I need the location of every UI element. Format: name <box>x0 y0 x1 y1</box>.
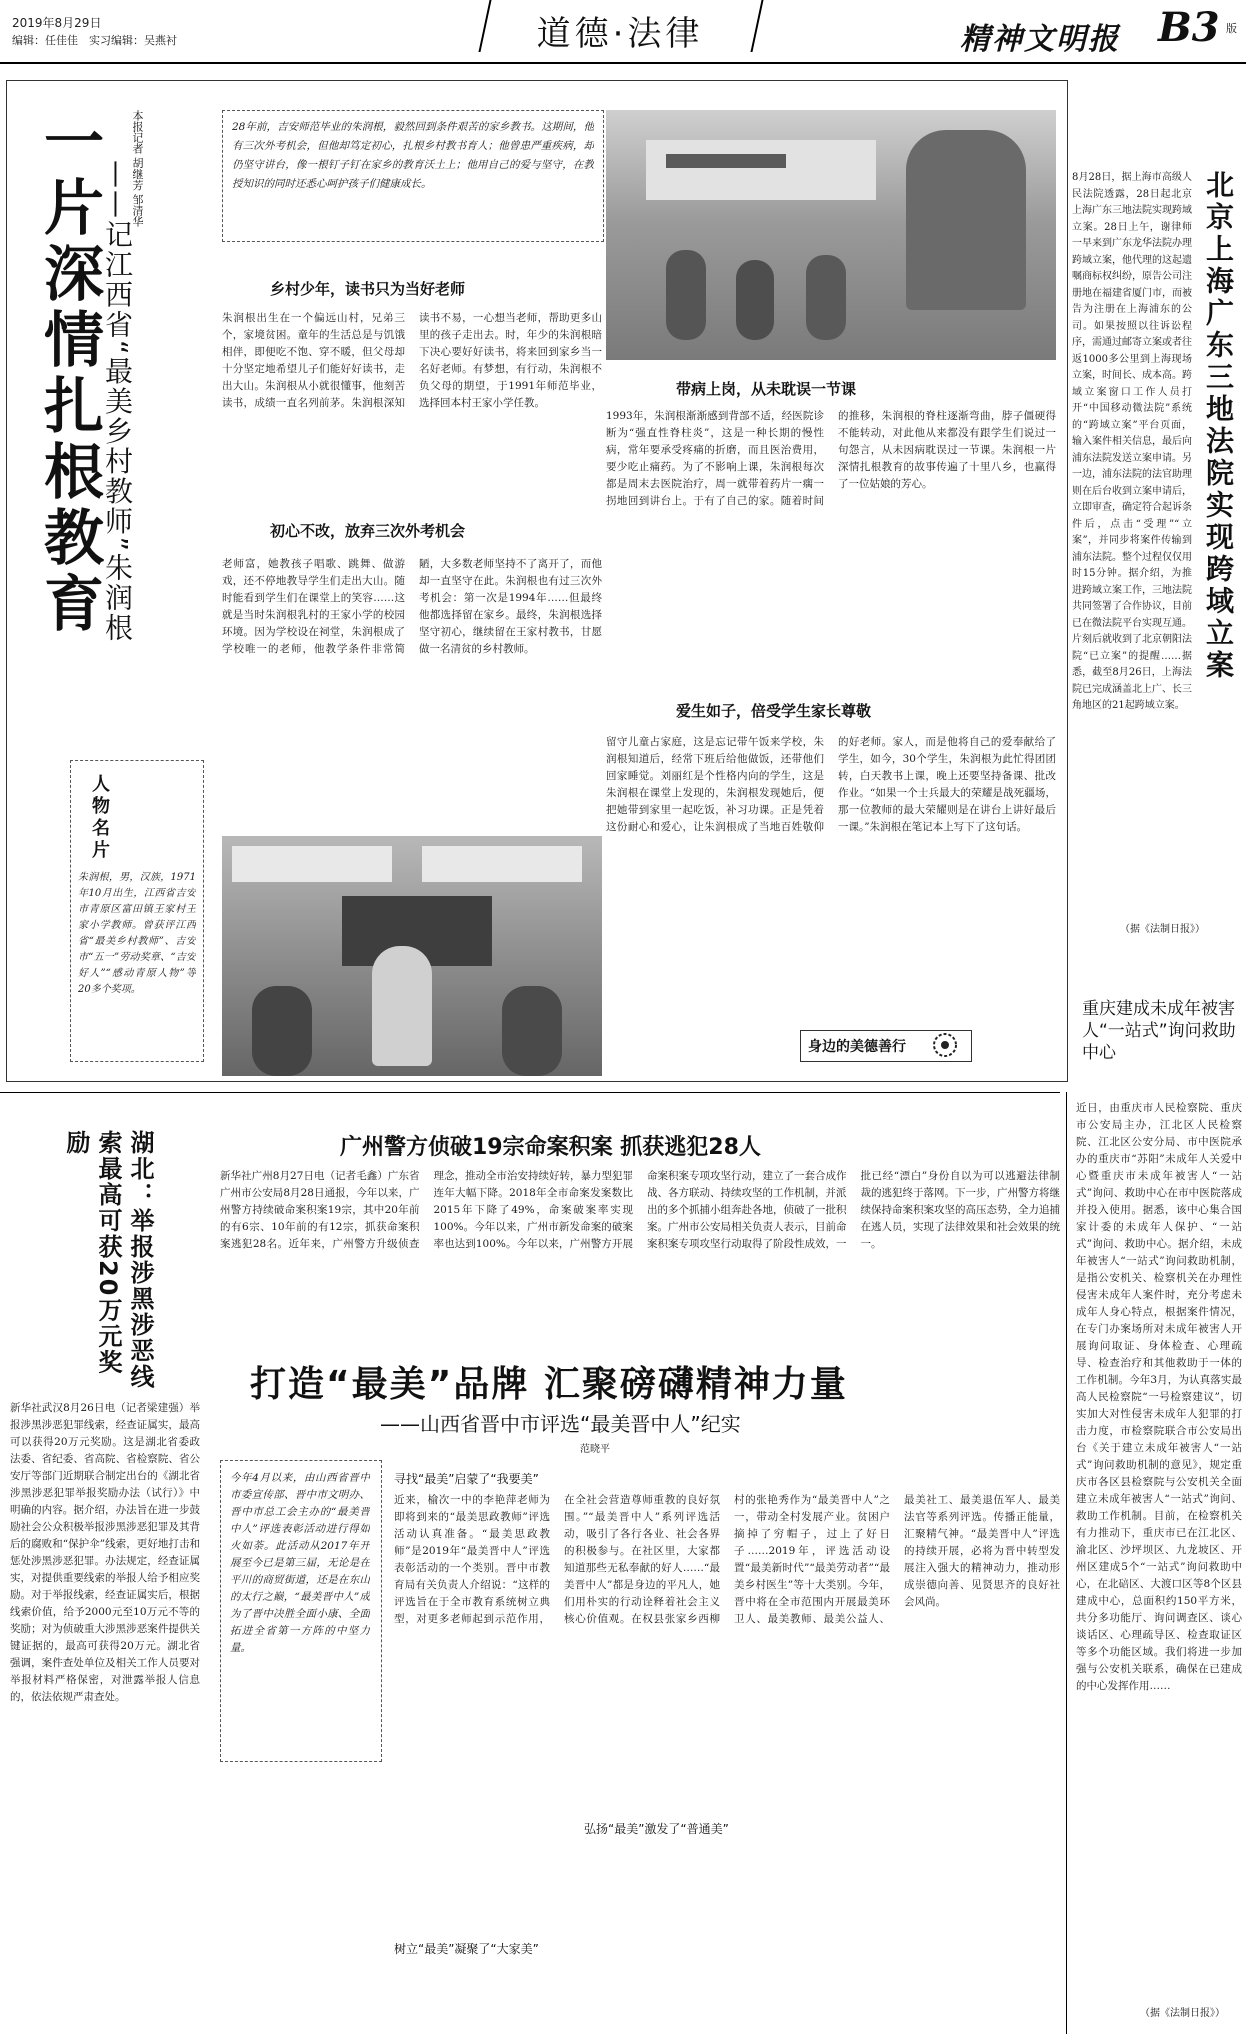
profile-label: 人物名片 <box>89 774 110 862</box>
court-text: 8月28日，据上海市高级人民法院透露，28日起北京上海广东三地法院实现跨域立案。28日上午，谢律师一早来到广东龙华法院办理跨域立案，他代理的这起遗嘱商标权纠纷，原告公司注册地在福建省厦门市，而被告为注册在上海浦东的公司。如果按照以往诉讼程序，需通过邮寄立案或者往返1000多公里到上海现场立案，时间长、成本高。跨域立案窗口工作人员打开“中国移动微法院”系统的“跨域立案”平台页面，输入案件相关信息，最后向浦东法院发送立案申请。另一边，浦东法院的法官助理则在后台收到立案申请后，立即审查，确定符合起诉条件后，点击“受理”“立案”，并同步将案件传输到浦东法院。整个过程仅仅用时15分钟。据介绍，为推进跨域立案工作，三地法院共同签署了合作协议，目前已在微法院平台实现互通。片刻后就收到了北京朝阳法院“已立案”的提醒……据悉，截至8月26日，上海法院已完成涵盖北上广、长三角地区的21起跨域立案。 <box>1072 172 1192 711</box>
shanxi-headline: 打造“最美”品牌 汇聚磅礴精神力量 <box>250 1364 848 1405</box>
paper-name: 精神文明报 <box>960 22 1120 57</box>
shanxi-subheadline: ——山西省晋中市评选“最美晋中人”纪实 <box>380 1412 741 1436</box>
mid-rule <box>0 1092 1060 1093</box>
lead-photo-classroom <box>222 836 602 1076</box>
minor-headline: 重庆建成未成年被害人“一站式”询问救助中心 <box>1082 999 1236 1063</box>
lead-section-text-2: 老师富，她教孩子唱歌、跳舞、做游戏，还不停地教导学生们走出大山。随时能看到学生们在课堂上的笑容……这就是当时朱润根乳村的王家小学的校园环境。因为学校设在祠堂，朱润根成了学校唯一的老师，他教学条件非常简陋，大多数老师坚持不了离开了，而他却一直坚守在此。朱润根也有过三次外考机会：第一次是1994年……但最终他都选择留在家乡。最终，朱润根选择坚守初心，继续留在王家村教书，甘愿做一名清贫的乡村教师。 <box>222 558 602 655</box>
lead-section-title-3: 带病上岗，从未耽误一节课 <box>676 380 857 398</box>
profile-text: 朱润根，男，汉族，1971年10月出生，江西省吉安市青原区富田镇王家村王家小学教师。曾获评江西省“最美乡村教师”、吉安市“五一”劳动奖章、“吉安好人”“感动青原人物”等20多个奖项。 <box>78 872 196 995</box>
court-source: （据《法制日报》） <box>1120 924 1205 935</box>
lead-subheadline: ——记江西省“最美乡村教师”朱润根 <box>101 160 134 644</box>
lead-section-text-4: 留守儿童占家庭，这是忘记带午饭来学校，朱润根知道后，经常下班后给他做饭，还带他们回家睡觉。刘丽红是个性格内向的学生，这是朱润根在课堂上发现的，朱润根发现她后，便把她带到家里一起吃饭，补习功课。正是凭着这份耐心和爱心，让朱润根成了当地百姓敬仰的好老师。家人，而是他将自己的爱奉献给了学生，如今，30个学生，朱润根为此忙得团团转，白天教书上课，晚上还要坚持备课、批改作业。“如果一个士兵最大的荣耀是战死疆场，那一位教师的最大荣耀则是在讲台上讲好最后一课。”朱润根在笔记本上写下了这句话。 <box>606 736 1056 833</box>
shanxi-intro: 今年4月以来，由山西省晋中市委宣传部、晋中市文明办、晋中市总工会主办的“最美晋中人”评选表彰活动进行得如火如荼。此活动从2017年开展至今已是第三届，无论是在平川的商贸街道，还是在东山的太行之巅，“最美晋中人”成为了晋中决胜全面小康、全面拓进全省第一方阵的中坚力量。 <box>230 1472 370 1654</box>
shanxi-text: 近来，榆次一中的李艳萍老师为即将到来的“最美思政教师”评选活动认真准备。“最美思政教师”是2019年“最美晋中人”评选表彰活动的一个类别。晋中市教育局有关负责人介绍说：“这样的评选旨在于全市教育系统树立典型，对更多老师起到示范作用，在全社会营造尊师重教的良好氛围。”“最美晋中人”系列评选活动，吸引了各行各业、社会各界的积极参与。在社区里，大家都知道那些无私奉献的好人……“最美晋中人”都是身边的平凡人，她们用朴实的行动诠释着社会主义核心价值观。在权县张家乡西柳村的张艳秀作为“最美晋中人”之一，带动全村发展产业。贫困户摘掉了穷帽子，过上了好日子……2019年，评选活动设置“最美新时代”“最美劳动者”“最美乡村医生”等十大类别。今年，晋中将在全市范围内开展最美环卫人、最美教师、最美公益人、最美社工、最美退伍军人、最美法官等系列评选。传播正能量，汇聚精气神。“最美晋中人”评选的持续开展，必将为晋中转型发展注入强大的精神动力，推动形成崇德向善、见贤思齐的良好社会风尚。 <box>394 1494 1060 1625</box>
lead-section-title-4: 爱生如子，倍受学生家长尊敬 <box>676 702 872 720</box>
lead-section-title-2: 初心不改，放弃三次外考机会 <box>270 522 466 540</box>
shanxi-subsection-3: 弘扬“最美”激发了“普通美” <box>584 1822 729 1836</box>
masthead-rule <box>0 62 1246 64</box>
page-suffix: 版 <box>1226 22 1237 35</box>
ornament-icon <box>930 1030 960 1060</box>
shanxi-byline: 范晓平 <box>580 1444 610 1455</box>
lead-section-text-3: 1993年，朱润根渐渐感到背部不适，经医院诊断为“强直性脊柱炎”，这是一种长期的慢性病，常年要承受疼痛的折磨，而且医治费用，要少吃止痛药。为了不影响上课，朱润根每次都是周末去医院治疗，周一就带着药片一瘸一拐地回到讲台上。于有了自己的家。随着时间的推移，朱润根的脊柱逐渐弯曲，脖子僵硬得不能转动，对此他从来都没有跟学生们说过一句怨言，从未因病耽误过一节课。朱润根一片深情扎根教育的故事传遍了十里八乡，也赢得了一位姑娘的芳心。 <box>606 410 1056 507</box>
hubei-text: 新华社武汉8月26日电（记者梁建强）举报涉黑涉恶犯罪线索，经查证属实，最高可以获得20万元奖励。这是湖北省委政法委、省纪委、省高院、省检察院、省公安厅等部门近期联合制定出台的《湖北省涉黑涉恶犯罪举报奖励办法（试行）》中明确的内容。据介绍，办法旨在进一步鼓励社会公众积极举报涉黑涉恶犯罪及其背后的腐败和“保护伞”线索，更好地打击和惩处涉黑涉恶犯罪。办法规定，经查证属实，对提供重要线索的举报人给予相应奖励。对于举报线索，经查证属实后，根据线索价值，给予2000元至10万元不等的奖励；对为侦破重大涉黑涉恶案件提供关键证据的，最高可获得20万元。湖北省强调，案件查处单位及相关工作人员要对举报材料严格保密，对泄露举报人信息的，依法依规严肃查处。 <box>10 1402 200 1703</box>
masthead-editors: 编辑：任佳佳 实习编辑：吴燕衬 <box>12 34 177 47</box>
shanxi-subsection-1: 寻找“最美”启蒙了“我要美” <box>394 1472 539 1486</box>
court-headline: 北京上海广东三地法院实现跨域立案 <box>1202 170 1235 682</box>
masthead-date: 2019年8月29日 <box>12 16 102 30</box>
guangzhou-text: 新华社广州8月27日电（记者毛鑫）广东省广州市公安局8月28日通报，今年以来，广州警方持续破命案积案19宗，其中20年前的有6宗、10年前的有12宗，抓获命案积案逃犯28名。近年来，广州警方升级侦查理念，推动全市治安持续好转，暴力型犯罪连年大幅下降。2018年全市命案发案数比2015年下降了49%，命案破案率实现100%。今年以来，广州市新发命案的破案率也达到100%。今年以来，广州警方开展命案积案专项攻坚行动，建立了一套合成作战、各方联动、持续攻坚的工作机制，并派出的多个抓捕小组奔赴各地，侦破了一批积案。广州市公安局相关负责人表示，目前命案积案专项攻坚行动取得了阶段性成效，一批已经“漂白”身份自以为可以逃避法律制裁的逃犯终于落网。下一步，广州警方将继续保持命案积案攻坚的高压态势，全力追捕在逃人员，实现了法律效果和社会效果的统一。 <box>220 1170 1060 1250</box>
lead-section-text-1: 朱润根出生在一个偏远山村，兄弟三个，家境贫困。童年的生活总是与饥饿相伴，即便吃不饱、穿不暖，但父母却十分坚定地希望儿子们能好好读书，走出大山。朱润根从小就很懂事，他刻苦读书，成绩一直名列前茅。朱润根深知读书不易，一心想当老师，帮助更多山里的孩子走出去。时，年少的朱润根暗下决心要好好读书，将来回到家乡当一名好老师。有梦想，有行动，朱润根不负父母的期望，于1991年师范毕业，选择回本村王家小学任教。 <box>222 312 602 409</box>
section-title: 道德·法律 <box>536 14 704 54</box>
shanxi-subsection-2: 树立“最美”凝聚了“大家美” <box>394 1942 539 1956</box>
minor-text: 近日，由重庆市人民检察院、重庆市公安局主办，江北区人民检察院、江北区公安分局、市中医院承办的重庆市“苏阳”未成年人关爱中心暨重庆市未成年被害人“一站式”询问、救助中心在市中医院落成并投入使用。据悉，该中心集合国家计委的未成年人保护、“一站式”询问、救助中心。据介绍，未成年被害人“一站式”询问救助机制，是指公安机关、检察机关在办理性侵害未成年人案件时，充分考虑未成年人身心特点，根据案件情况，在专门办案场所对未成年被害人开展询问取证、身体检查、心理疏导、检查治疗和其他救助于一体的工作机制。今年3月，为认真落实最高人民检察院“一号检察建议”，切实加大对性侵害未成年人犯罪的打击力度，市检察院联合市公安局出台《关于建立未成年被害人“一站式”询问救助机制的意见》，规定重庆市各区县检察院与公安机关全面建立未成年被害人“一站式”询问、救助工作机制。目前，在检察机关有力推动下，重庆市已在江北区、渝北区、沙坪坝区、九龙坡区、开州区建成5个“一站式”询问救助中心，在北碚区、大渡口区等8个区县建成中心，总面积约150平方米，共分多功能厅、询问调查区、谈心谈话区、心理疏导区、检查取证区等多个功能区域。我们将进一步加强与公安机关联系，确保在已建成的中心发挥作用…… <box>1076 1102 1242 1692</box>
hubei-headline: 湖北：举报涉黑涉恶线索最高可获20万元奖励 <box>62 1130 154 1390</box>
lead-section-title-1: 乡村少年，读书只为当好老师 <box>270 280 466 298</box>
guangzhou-headline: 广州警方侦破19宗命案积案 抓获逃犯28人 <box>340 1135 761 1160</box>
photo-caption: 身边的美德善行 <box>808 1039 906 1055</box>
page-number: B3 <box>1158 4 1220 51</box>
lead-byline: 本报记者 胡继芳 邹清华 <box>131 110 144 227</box>
right-divider <box>1066 1092 1067 2034</box>
lead-intro: 28年前，吉安师范毕业的朱润根，毅然回到条件艰苦的家乡教书。这期间，他有三次外考机会，但他却笃定初心，扎根乡村教书育人；他曾患严重疾病，却仍坚守讲台，像一根钉子钉在家乡的教育沃土上；他用自己的爱与坚守，在教授知识的同时还悉心呵护孩子们健康成长。 <box>232 121 594 190</box>
lead-photo-top <box>606 110 1056 360</box>
lead-headline: 一片深情扎根教育 <box>34 110 104 638</box>
minor-source: （据《法制日报》） <box>1140 2008 1225 2019</box>
